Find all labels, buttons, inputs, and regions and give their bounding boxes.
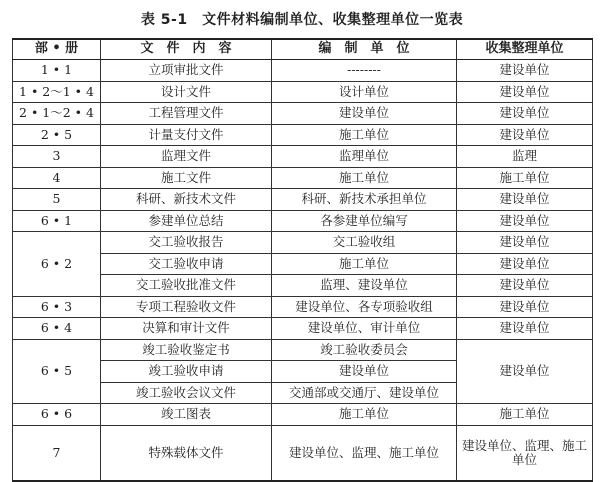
- cell-content: 施工文件: [101, 167, 272, 189]
- cell-content: 竣工图表: [101, 404, 272, 426]
- cell-compiler: 建设单位: [272, 103, 457, 125]
- header-content: 文 件 内 容: [101, 39, 272, 60]
- cell-volume: 2 • 5: [13, 124, 101, 146]
- header-compiler: 编 制 单 位: [272, 39, 457, 60]
- cell-collector: 建设单位: [457, 296, 593, 318]
- cell-content: 设计文件: [101, 81, 272, 103]
- cell-collector: 监理: [457, 146, 593, 168]
- cell-compiler: 科研、新技术承担单位: [272, 189, 457, 211]
- table-row: [13, 210, 593, 232]
- table-row: [13, 124, 593, 146]
- cell-volume: 6 • 3: [13, 296, 101, 318]
- cell-volume: 4: [13, 167, 101, 189]
- cell-content: 交工验收报告: [101, 232, 272, 254]
- cell-compiler: 施工单位: [272, 167, 457, 189]
- cell-compiler: 建设单位、监理、施工单位: [272, 425, 457, 481]
- cell-content: 特殊载体文件: [101, 425, 272, 481]
- table-row: [13, 60, 593, 82]
- cell-content: 决算和审计文件: [101, 318, 272, 340]
- table-row: [13, 404, 593, 426]
- cell-collector: 建设单位、监理、施工单位: [457, 425, 593, 481]
- cell-content: 计量支付文件: [101, 124, 272, 146]
- cell-compiler: 各参建单位编写: [272, 210, 457, 232]
- cell-volume: 6 • 2: [13, 232, 101, 297]
- cell-volume: 6 • 5: [13, 339, 101, 404]
- table-row: [13, 146, 593, 168]
- cell-content: 科研、新技术文件: [101, 189, 272, 211]
- cell-compiler: 建设单位、审计单位: [272, 318, 457, 340]
- table-row: [13, 167, 593, 189]
- cell-content: 立项审批文件: [101, 60, 272, 82]
- cell-compiler: 交通部或交通厅、建设单位: [272, 382, 457, 404]
- cell-collector: 建设单位: [457, 253, 593, 275]
- cell-collector: 建设单位: [457, 103, 593, 125]
- cell-collector: 建设单位: [457, 81, 593, 103]
- cell-volume: 6 • 6: [13, 404, 101, 426]
- cell-volume: 7: [13, 425, 101, 481]
- cell-compiler: 施工单位: [272, 124, 457, 146]
- cell-collector: 施工单位: [457, 167, 593, 189]
- cell-compiler: 建设单位: [272, 361, 457, 383]
- cell-volume: 6 • 1: [13, 210, 101, 232]
- cell-collector: 建设单位: [457, 189, 593, 211]
- cell-volume: 1 • 2～1 • 4: [13, 81, 101, 103]
- cell-content: 竣工验收申请: [101, 361, 272, 383]
- cell-collector: 建设单位: [457, 318, 593, 340]
- cell-compiler: 设计单位: [272, 81, 457, 103]
- cell-collector: 建设单位: [457, 275, 593, 297]
- cell-compiler: 施工单位: [272, 404, 457, 426]
- unit-table: [12, 38, 593, 482]
- cell-collector: 施工单位: [457, 404, 593, 426]
- cell-volume: 1 • 1: [13, 60, 101, 82]
- cell-volume: 6 • 4: [13, 318, 101, 340]
- cell-collector: 建设单位: [457, 60, 593, 82]
- table-row: [13, 318, 593, 340]
- table-row: [13, 81, 593, 103]
- cell-content: 交工验收申请: [101, 253, 272, 275]
- cell-content: 监理文件: [101, 146, 272, 168]
- cell-collector: 建设单位: [457, 210, 593, 232]
- header-volume: 部 • 册: [13, 39, 101, 60]
- table-row: [13, 339, 593, 361]
- table-row: [13, 296, 593, 318]
- cell-compiler: 监理、建设单位: [272, 275, 457, 297]
- header-collector: 收集整理单位: [457, 39, 593, 60]
- cell-compiler: 竣工验收委员会: [272, 339, 457, 361]
- table-row: [13, 232, 593, 254]
- cell-compiler: 施工单位: [272, 253, 457, 275]
- cell-compiler: 监理单位: [272, 146, 457, 168]
- cell-content: 竣工验收会议文件: [101, 382, 272, 404]
- table-title: 表 5-1 文件材料编制单位、收集整理单位一览表: [140, 12, 464, 28]
- cell-content: 工程管理文件: [101, 103, 272, 125]
- cell-volume: 5: [13, 189, 101, 211]
- cell-content: 竣工验收鉴定书: [101, 339, 272, 361]
- table-row: [13, 425, 593, 481]
- cell-volume: 3: [13, 146, 101, 168]
- cell-content: 参建单位总结: [101, 210, 272, 232]
- cell-content: 专项工程验收文件: [101, 296, 272, 318]
- cell-volume: 2 • 1～2 • 4: [13, 103, 101, 125]
- table-row: [13, 103, 593, 125]
- cell-collector: 建设单位: [457, 339, 593, 404]
- cell-compiler: 交工验收组: [272, 232, 457, 254]
- cell-compiler: --------: [272, 60, 457, 82]
- cell-compiler: 建设单位、各专项验收组: [272, 296, 457, 318]
- header-row: [13, 39, 593, 60]
- cell-collector: 建设单位: [457, 232, 593, 254]
- table-row: [13, 189, 593, 211]
- cell-content: 交工验收批准文件: [101, 275, 272, 297]
- cell-collector: 建设单位: [457, 124, 593, 146]
